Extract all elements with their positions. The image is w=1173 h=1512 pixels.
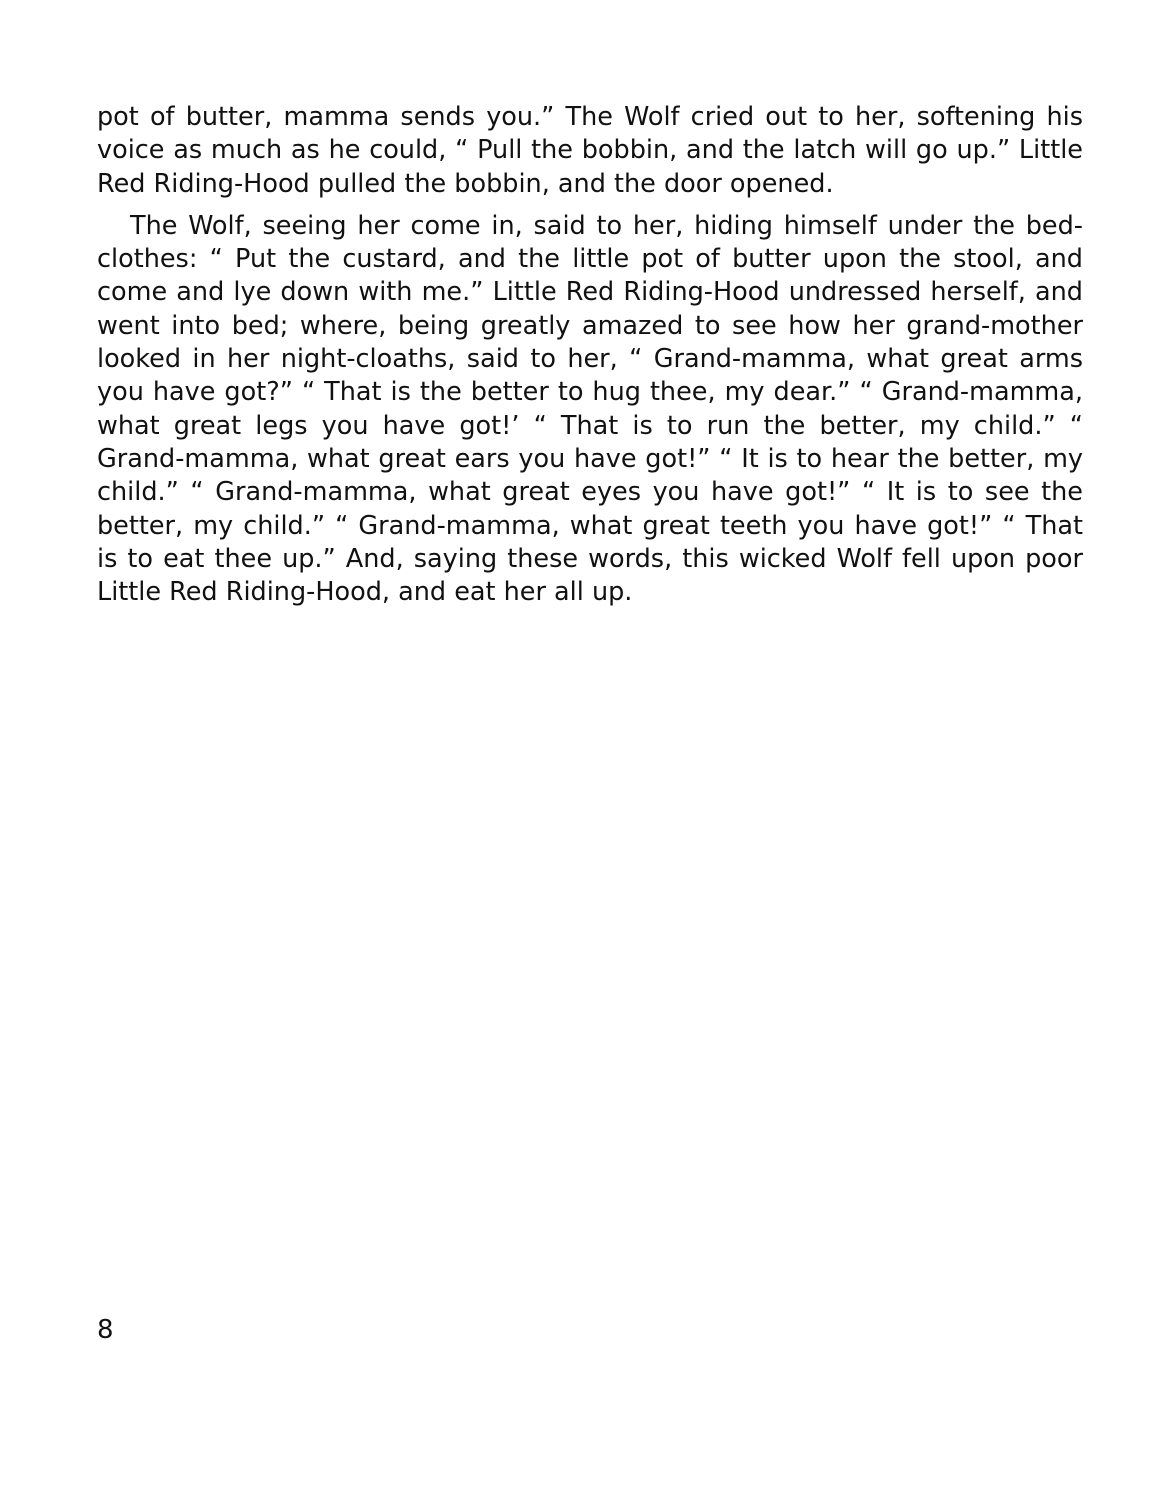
page-number: 8 [97,1315,114,1345]
story-text [97,101,1083,609]
paragraph-1: pot of butter, mamma sends you.” The Wolf cried out to her, softening his voice as much as he could, “ Pull the bobbin, and the latch will go up.” Little Red Riding-Hood pulled the bobbin, and the door opened. [97,102,1083,199]
paragraph-2: The Wolf, seeing her come in, said to her, hiding himself under the bed-clothes: “ Put the custard, and the little pot of butter upon the stool, and come and lye down with me.” Little Red Riding-Hood undressed herself, and went into bed; where, being greatly amazed to see how her grand-mother looked in her night-cloaths, said to her, “ Grand-mamma, what great arms you have got?” “ That is the better to hug thee, my dear.” “ Grand-mamma, what great legs you have got!’ “ That is to run the better, my child.” “ Grand-mamma, what great ears you have got!” “ It is to hear the better, my child.” “ Grand-mamma, what great eyes you have got!” “ It is to see the better, my child.” “ Grand-mamma, what great teeth you have got!” “ That is to eat thee up.” And, saying these words, this wicked Wolf fell upon poor Little Red Riding-Hood, and eat her all up. [97,210,1083,608]
